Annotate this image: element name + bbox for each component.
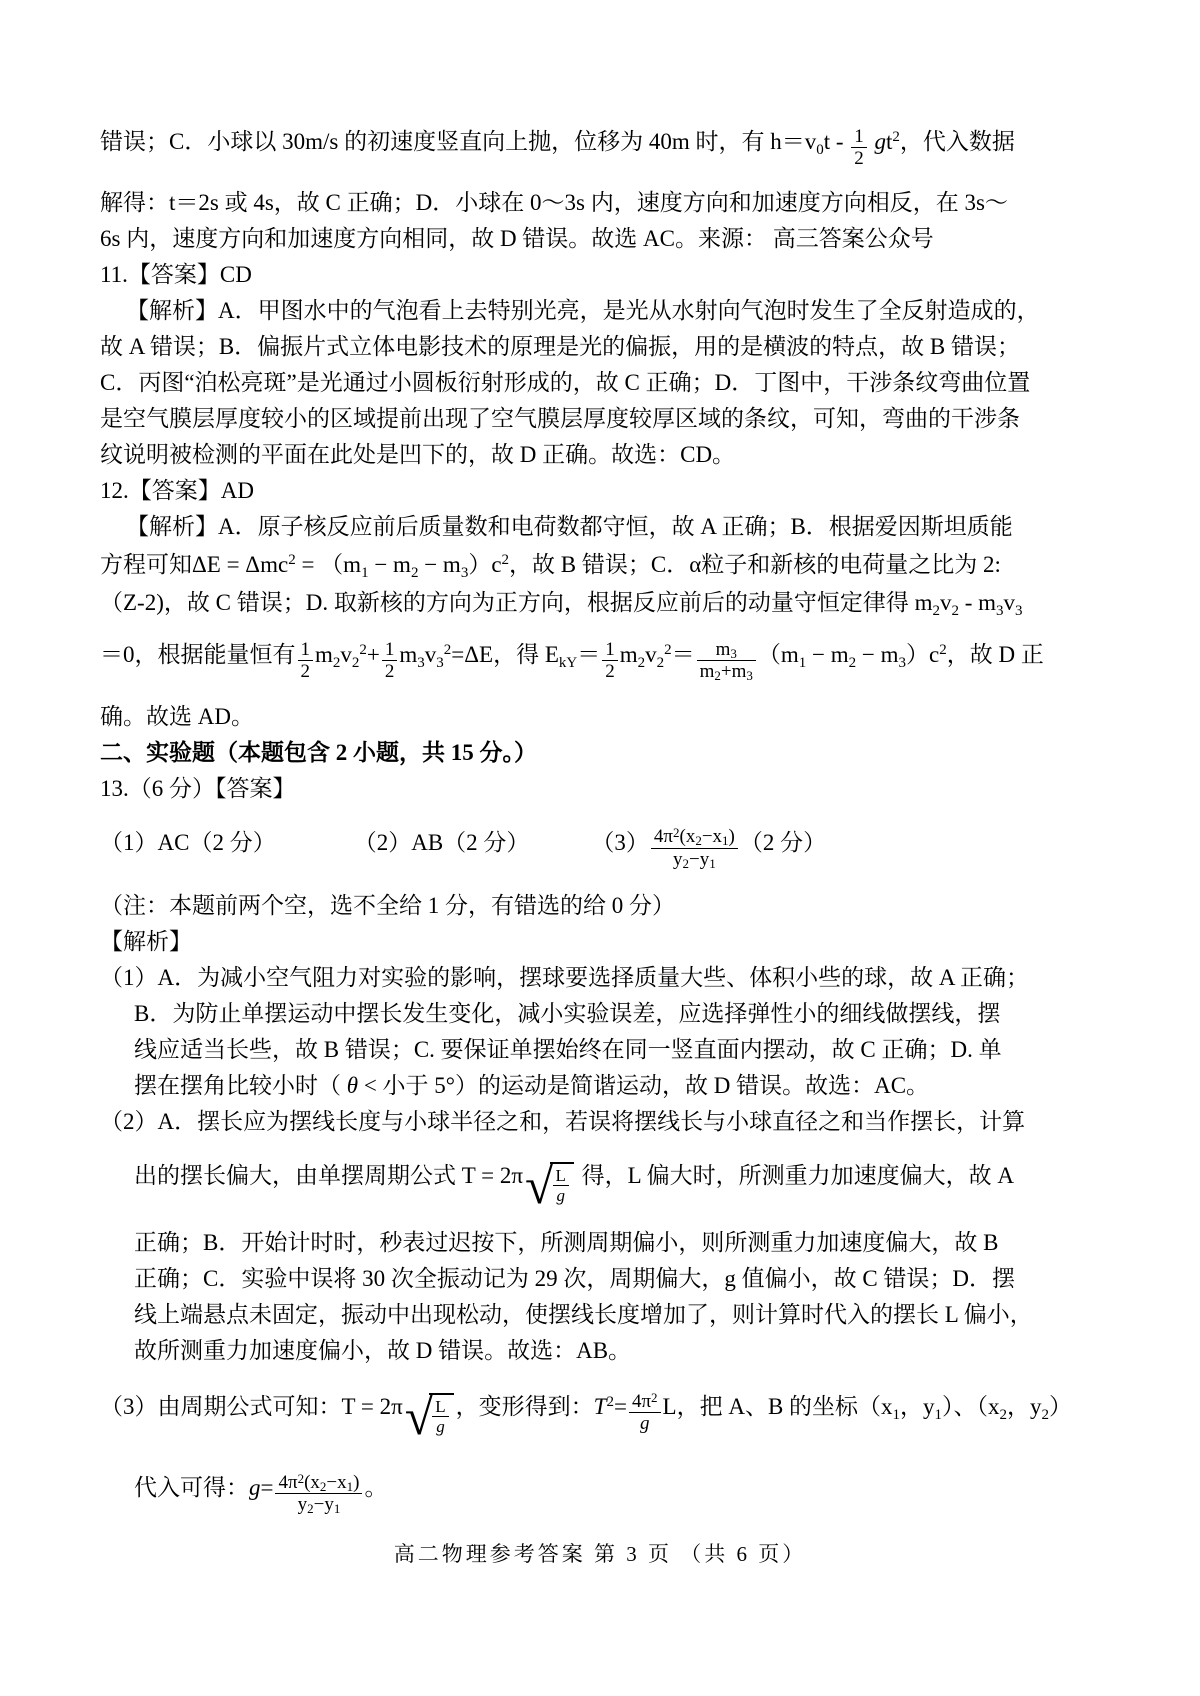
subscript: 3 [996,603,1004,620]
italic-symbol: g [249,1474,261,1500]
line-q13-3a: （3）由周期公式可知：T = 2π √ $\frac{L}{g}$ ，变形得到：$T^2=$ $\frac{4\pi^2}{g}$ L，把 A、B 的坐标（$x_1$，$y_1$）、（$x_2$，$y_2$） [100,1388,1073,1446]
line-q13-2c: 正确；C．实验中误将 30 次全振动记为 29 次，周期偏大，g 值偏小，故 C 错误；D．摆 [134,1265,1016,1291]
subscript: 2 [951,603,959,620]
subscript: 1 [361,565,369,582]
italic-symbol: g [556,1185,565,1205]
fraction-numerator: 1 [384,639,395,660]
line-q13-2b: 正确；B．开始计时时，秒表过迟按下，所测周期偏小，则所测重力加速度偏大，故 B [134,1229,999,1255]
sqrt-radical [404,1388,454,1446]
radical-sign: √ [524,1157,554,1215]
italic-symbol: g [874,129,887,154]
subscript: 3 [460,565,469,582]
subscript: 3 [436,655,444,672]
line-q13-answers: （1）AC（2 分） （2）AB（2 分） （3） $\frac{4\pi^2(x_2-x_1)}{y_2-y_1}$ （2 分） [100,825,827,871]
line-q10-d2: 6s 内，速度方向和加速度方向相同，故 D 错误。故选 AC。来源： 高三答案公众号 [100,226,934,252]
subscript: 2 [999,1406,1008,1423]
superscript: 2 [288,552,296,569]
subscript: 2 [682,855,690,871]
subscript: 3 [898,655,907,672]
line-q12-analysis-5: 确。故选 AD。 [100,703,254,729]
line-q13-2a1: （2）A．摆长应为摆线长度与小球半径之和，若误将摆线长与小球直径之和当作摆长，计算 [100,1108,1026,1134]
fraction-numerator: 1 [300,639,310,660]
subscript: 2 [656,655,665,672]
superscript: 2 [664,642,672,659]
subscript: 2 [637,655,646,672]
superscript: 2 [606,1393,614,1410]
fraction [629,1391,661,1435]
subscript: 3 [417,655,425,672]
fraction-numerator: $4\pi^2(x_2-x_1)$ [278,1470,360,1494]
subscript: 1 [934,1406,943,1423]
fraction-denominator: 2 [382,660,398,682]
italic-symbol: T [593,1393,607,1419]
fraction-denominator: 2 [851,147,867,169]
line-q11-analysis-2: 故 A 错误；B．偏振片式立体电影技术的原理是光的偏振，用的是横波的特点，故 B 错误； [100,334,1021,360]
fraction [432,1397,448,1436]
fraction [651,826,738,870]
subscript: 3 [730,646,737,661]
line-q11-analysis-5: 纹说明被检测的平面在此处是凹下的，故 D 正确。故选：CD。 [100,442,736,468]
fraction [851,126,867,170]
line-q13-note: （注：本题前两个空，选不全给 1 分，有错选的给 0 分） [100,892,675,918]
line-q13-analysis-label: 【解析】 [100,928,192,954]
line-q13-3b: 代入可得：g= $\frac{4\pi^2(x_2-x_1)}{y_2-y_1}$ 。 [134,1470,388,1516]
superscript: 2 [297,1470,305,1486]
line-q12-analysis-2: 方程可知$\Delta E = \Delta mc^2 = (m_1 - m_2 - m_3)c^2$，故 B 错误；C．α粒子和新核的电荷量之比为 2: [100,552,1001,582]
subscript: 1 [722,833,729,849]
superscript: 2 [939,642,947,659]
fraction-numerator: L [435,1396,446,1416]
italic-symbol: g [436,1416,445,1436]
subscript: 2 [695,833,702,849]
fraction [275,1472,362,1516]
subscript: 2 [1041,1406,1050,1423]
line-q12-analysis-4: ＝0，根据能量恒有 $\frac{1}{2}$ $m_2v_2^2+$ $\frac{1}{2}$ $m_3v_3^2=\Delta E$，得 $E_{kY}=$ $\frac{1}{2}$ $m_2v_2^2=$ $\frac{m_3}{m_2+m_3}$ $(m_1 - m_2 - m_3)c^2$，故 D 正 [100,639,1044,684]
line-q12-analysis-1: 【解析】A．原子核反应前后质量数和电荷数都守恒，故 A 正确；B．根据爱因斯坦质能 [126,514,1013,540]
line-q12-analysis-3: （Z-2)，故 C 错误；D. 取新核的方向为正方向，根据反应前后的动量守恒定律得 $m_2v_2 - m_3v_3$ [100,590,1023,620]
document-body [100,120,1110,1515]
fraction [553,1166,569,1205]
fraction [298,639,314,683]
fraction-denominator: 2 [602,660,618,682]
fraction-numerator: L [555,1165,566,1185]
italic-symbol: θ [346,1072,359,1098]
fraction-denominator: $y_2-y_1$ [275,1493,362,1515]
line-q10-c: 错误；C．小球以 30m/s 的初速度竖直向上抛，位移为 40m 时，有 $h=v_0t$ - $\frac{1}{2}$ $gt^2$，代入数据 [100,125,1015,169]
fraction-denominator: $y_2-y_1$ [651,848,738,870]
line-q10-d1: 解得：t＝2s 或 4s，故 C 正确；D．小球在 0～3s 内，速度方向和加速度方向相反，在 3s～ [100,190,1008,216]
line-q13-2d1: 线上端悬点未固定，振动中出现松动，使摆线长度增加了，则计算时代入的摆长 L 偏小， [134,1301,1033,1327]
radical-sign: √ [404,1388,434,1446]
fraction-denominator [432,1416,448,1436]
superscript: 2 [501,552,510,569]
radicand [550,1162,574,1212]
fraction-numerator: 1 [854,125,864,147]
subscript: 2 [932,603,940,620]
fraction-numerator: $4\pi^2(x_2-x_1)$ [653,825,735,849]
line-q11-analysis-3: C．丙图“泊松亮斑”是光通过小圆板衍射形成的，故 C 正确；D．丁图中，干涉条纹弯曲位置 [100,370,1031,396]
subscript: 2 [319,1478,327,1494]
line-q12-answer: 12.【答案】AD [100,478,254,504]
page-footer: 高二物理参考答案 第 3 页 （共 6 页） [393,1542,807,1566]
fraction-denominator [629,1412,661,1434]
superscript: 2 [651,1389,658,1405]
line-q13-2d2: 故所测重力加速度偏小，故 D 错误。故选：AB。 [134,1337,632,1363]
subscript: 2 [410,565,419,582]
fraction-numerator: 1 [605,639,615,660]
line-q13-header: 13.（6 分）【答案】 [100,775,296,801]
subscript: 2 [307,1500,314,1516]
fraction-denominator: 2 [298,660,314,682]
subscript: 1 [346,1478,354,1494]
fraction-numerator: $m_3$ [715,639,737,661]
fraction [602,639,618,683]
line-q13-1b: B．为防止单摆运动中摆长发生变化，减小实验误差，应选择弹性小的细线做摆线，摆 [134,1000,1001,1026]
subscript: 2 [332,655,341,672]
subscript: 3 [1015,603,1023,620]
line-q13-1a: （1）A．为减小空气阻力对实验的影响，摆球要选择质量大些、体积小些的球，故 A 正确； [100,964,1029,990]
fraction-numerator: $4\pi^2$ [631,1389,658,1412]
superscript: 2 [443,642,452,659]
subscript: 2 [351,655,360,672]
line-q13-2a2: 出的摆长偏大，由单摆周期公式 T = 2π √ $\frac{L}{g}$ 得，L 偏大时，所测重力加速度偏大，故 A [134,1157,1014,1215]
line-q13-1c: 线应适当长些，故 B 错误；C. 要保证单摆始终在同一竖直面内摆动，故 C 正确；D. 单 [134,1036,1002,1062]
superscript: 2 [892,129,900,145]
line-q13-1d: 摆在摆角比较小时（ θ < 小于 5°）的运动是简谐运动，故 D 错误。故选：AC。 [134,1072,930,1098]
line-q11-answer: 11.【答案】CD [100,262,252,288]
fraction [382,639,398,683]
fraction [697,639,756,683]
fraction-denominator: $m_2+m_3$ [697,660,756,682]
subscript: 1 [709,855,716,871]
radicand [429,1393,453,1443]
subscript: 2 [848,655,857,672]
superscript: 2 [359,642,367,659]
subscript: 2 [714,668,721,684]
sqrt-radical [524,1157,574,1215]
subscript: 1 [892,1406,901,1423]
subscript: 1 [333,1500,341,1516]
fraction-denominator [553,1185,569,1205]
subscript: 0 [816,142,824,158]
subscript: 1 [798,655,807,672]
subscript: 3 [746,668,753,684]
line-section2-header: 二、实验题（本题包含 2 小题，共 15 分。） [100,739,537,765]
line-q11-analysis-4: 是空气膜层厚度较小的区域提前出现了空气膜层厚度较厚区域的条纹，可知，弯曲的干涉条 [100,406,1020,432]
line-q11-analysis-1: 【解析】A．甲图水中的气泡看上去特别光亮，是光从水射向气泡时发生了全反射造成的， [126,298,1040,324]
italic-symbol: g [639,1412,650,1434]
superscript: 2 [673,825,680,841]
subscript: kY [558,655,578,672]
